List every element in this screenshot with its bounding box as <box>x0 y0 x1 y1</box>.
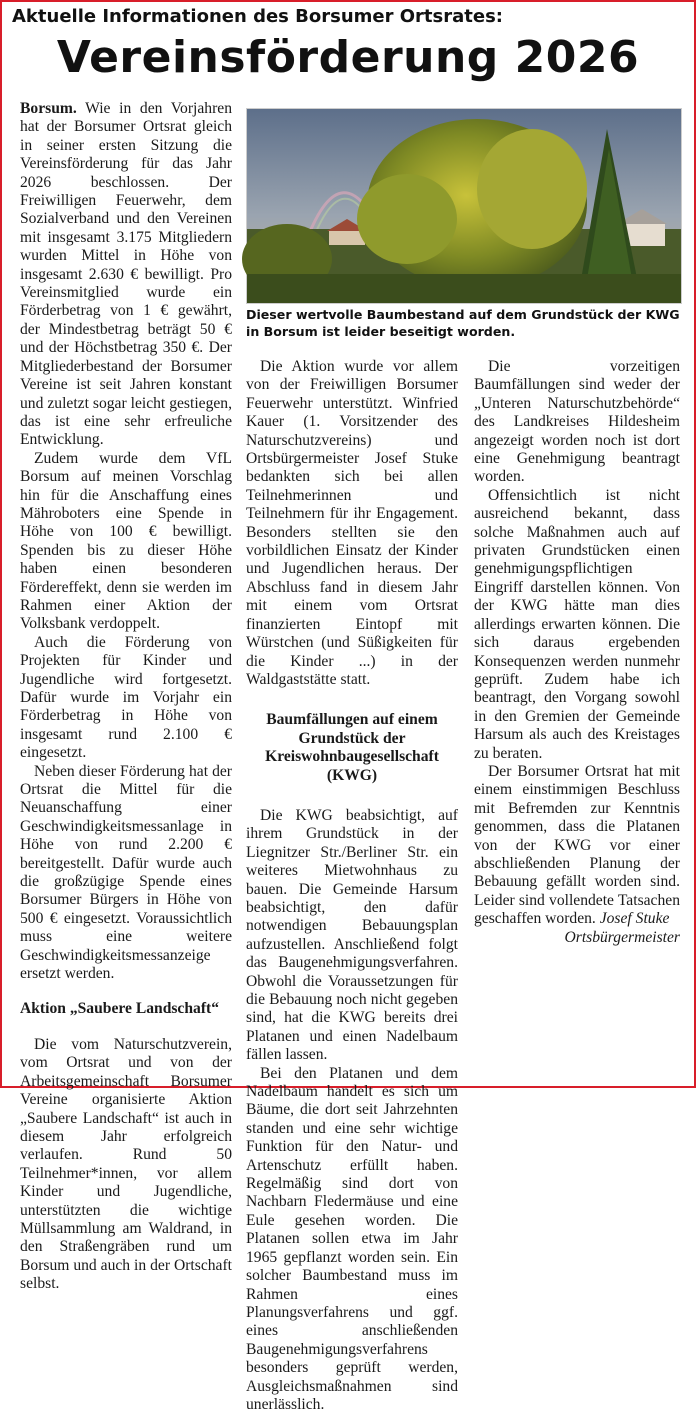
paragraph-1-text: Wie in den Vorjahren hat der Borsumer Ortsrat gleich in seiner ersten Sitzung die Vereinsförderung für das Jahr 2026 beschlossen. Der Freiwilligen Feuerwehr, dem Sozialverband und den Vereinen mit insgesamt 3.175 Mitgliedern wurden Mittel in Höhe von insgesamt 2.630 € bewilligt. Pro Vereinsmitglied wurde ein Förderbetrag von 1 € gewährt, der Mindestbetrag beträgt 50 € und der Höchstbetrag 350 €. Der Mitgliederbestand der Borsumer Vereine ist seit Jahren konstant und zuletzt sogar leicht gestiegen, das ist eine sehr erfreuliche Entwicklung. <box>20 100 232 449</box>
dateline: Borsum. <box>20 100 77 117</box>
paragraph-5: Die vom Naturschutzverein, vom Ortsrat und von der Arbeitsgemeinschaft Borsumer Vereine organisierte Aktion „Saubere Landschaft“ ist auch in diesem Jahr erfolgreich verlaufen. Rund 50 Teilnehmer*innen, vor allem Kinder und Jugendliche, unterstützten die wichtige Müllsammlung am Waldrand, in den Straßengräben rund um Borsum und auch in der Ortschaft selbst. <box>20 1035 232 1293</box>
signature-title: Ortsbürgermeister <box>564 928 680 946</box>
kicker-line: Aktuelle Informationen des Borsumer Ortsrates: <box>12 6 503 27</box>
paragraph-4: Neben dieser Förderung hat der Ortsrat die Mittel für die Neuanschaffung einer Geschwindigkeitsmessanlage in Höhe von rund 2.200 € bereitgestellt. Dafür wurde auch die großzügige Spende eines Borsumer Bürgers in Höhe von 500 € eingesetzt. Voraussichtlich muss eine weitere Geschwindigkeitsmessanzeige ersetzt werden. <box>20 762 232 983</box>
tree-photo-image <box>247 109 681 303</box>
paragraph-2: Zudem wurde dem VfL Borsum auf meinen Vorschlag hin für die Anschaffung eines Mähroboters eine Spende in Höhe von 100 € bewilligt. Spenden bis zu dieser Höhe haben einen besonderen Fördereffekt, denn sie werden im Rahmen einer Aktion der Volksbank verdoppelt. <box>20 449 232 633</box>
paragraph-10: Offensichtlich ist nicht ausreichend bekannt, dass solche Maßnahmen auch auf privaten Grundstücken einen genehmigungspflichtigen Eingriff darstellen können. Von der KWG hätte man dies allerdings erwarten können. Die sich daraus ergebenden Konsequenzen werden nunmehr geprüft. Zudem habe ich beantragt, den Vorgang sowohl in den Gremien der Gemeinde Harsum als auch des Kreistages zu beraten. <box>474 486 680 762</box>
page-title: Vereinsförderung 2026 <box>56 32 640 83</box>
paragraph-8: Bei den Platanen und dem Nadelbaum handelt es sich um Bäume, die dort seit Jahrzehnten standen und eine sehr wichtige Funktion für den Natur- und Artenschutz erfüllt haben. Regelmäßig sind dort von Nachbarn Fledermäuse und eine Eule gesehen worden. Die Platanen sollen etwa im Jahr 1965 gepflanzt worden sein. Ein solcher Baumbestand muss im Rahmen eines Planungsverfahrens und ggf. eines anschließenden Baugenehmigungsverfahrens besonders geprüft werden, Ausgleichsmaßnahmen sind unerlässlich. <box>246 1064 458 1413</box>
paragraph-11-text: Der Borsumer Ortsrat hat mit einem einstimmigen Beschluss mit Befremden zur Kenntnis genommen, dass die Platanen von der KWG vor einer abschließenden Planung der Bebauung gefällt worden sind. Leider sind vollendete Tatsachen geschaffen worden. <box>474 762 680 928</box>
column-2 <box>246 358 458 1414</box>
paragraph-6: Die Aktion wurde vor allem von der Freiwilligen Borsumer Feuerwehr unterstützt. Winfried Kauer (1. Vorsitzender des Naturschutzvereins) und Ortsbürgermeister Josef Stuke bedankten sich bei allen Teilnehmerinnen und Teilnehmern für ihr Engagement. Besonders stellten sie den vorbildlichen Einsatz der Kinder und Jugendlichen heraus. Der Abschluss fand in diesem Jahr mit einem vom Ortsrat finanzierten Eintopf mit Würstchen (und Süßigkeiten für die Kinder ...) in der Waldgaststätte statt. <box>246 358 458 688</box>
paragraph-3: Auch die Förderung von Projekten für Kinder und Jugendliche wird fortgesetzt. Dafür wurde im Vorjahr ein Förderbetrag in Höhe von insgesamt rund 2.100 € eingesetzt. <box>20 633 232 762</box>
paragraph-7: Die KWG beabsichtigt, auf ihrem Grundstück in der Liegnitzer Str./Berliner Str. ein weiteres Mietwohnhaus zu bauen. Die Gemeinde Harsum beabsichtigt, den dafür notwendigen Bebauungsplan aufzustellen. Anschließend folgt das Baugenehmigungsverfahren. Obwohl die Voraussetzungen für die Bebauung noch nicht gegeben sind, hat die KWG bereits drei Platanen und einen Nadelbaum fällen lassen. <box>246 806 458 1064</box>
paragraph-9: Die vorzeitigen Baumfällungen sind weder der „Unteren Naturschutzbehörde“ des Landkreises Hildesheim angezeigt worden noch ist dort eine Genehmigung beantragt worden. <box>474 358 680 486</box>
column-3 <box>474 358 680 947</box>
paragraph-intro <box>20 100 232 450</box>
subheading-baumfaellungen: Baumfällungen auf einem Grundstück der Kreiswohnbaugesellschaft (KWG) <box>265 711 439 784</box>
signature-name: Josef Stuke <box>599 910 670 928</box>
column-1 <box>20 100 232 1294</box>
photo-caption: Dieser wertvolle Baumbestand auf dem Grundstück der KWG in Borsum ist leider beseitigt worden. <box>246 307 680 339</box>
tree-photo <box>246 108 682 304</box>
paragraph-11 <box>474 763 680 947</box>
subheading-saubere-landschaft: Aktion „Saubere Landschaft“ <box>20 999 220 1017</box>
